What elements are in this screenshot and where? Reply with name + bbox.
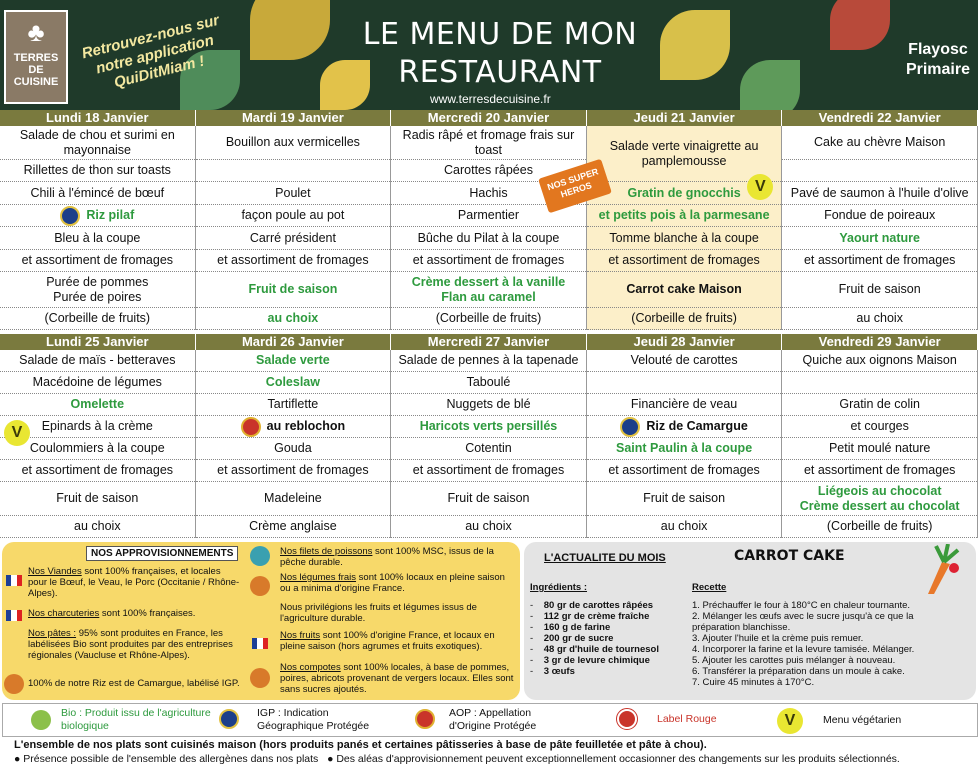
footer-notes: ● Présence possible de l'ensemble des allergènes dans nos plats ● Des aléas d'approvisionnement peuvent exceptionnellement occasionner des changements sur les produits sélectionnés.: [14, 753, 900, 765]
menu-main: Financière de veau: [587, 394, 782, 416]
menu-cheese-assortment: et assortiment de fromages: [196, 250, 391, 272]
labels-legend: [2, 703, 978, 737]
menu-main: Omelette: [0, 394, 195, 416]
ingredients-title: Ingrédients :: [530, 582, 588, 593]
menu-dessert-option: au choix: [196, 308, 391, 330]
day-column-jeudi: [587, 126, 783, 330]
menu-side: Riz pilaf: [0, 205, 195, 227]
menu-starter: Salade verte vinaigrette au pamplemousse: [587, 126, 782, 182]
local-badge-icon: [250, 668, 270, 688]
menu-cheese: Cotentin: [391, 438, 586, 460]
week-2-menu: [0, 334, 978, 538]
approvisionnements-panel: [2, 542, 520, 700]
bullet-icon: ●: [14, 753, 21, 765]
appro-poissons: Nos filets de poissons sont 100% MSC, issus de la pêche durable.: [280, 546, 494, 568]
menu-starter: Radis râpé et fromage frais sur toast: [391, 126, 586, 160]
menu-cheese-assortment: et assortiment de fromages: [0, 250, 195, 272]
ingredients-list: [530, 600, 690, 677]
approvisionnements-title: NOS APPROVISIONNEMENTS: [86, 546, 238, 561]
menu-dessert-option: (Corbeille de fruits): [391, 308, 586, 330]
day-column-mercredi: [391, 350, 587, 538]
recipe-step: 2. Mélanger les œufs avec le sucre jusqu'à ce que la préparation blanchisse.: [692, 611, 914, 633]
menu-cheese-assortment: et assortiment de fromages: [587, 250, 782, 272]
logo-figure-icon: ♣: [27, 17, 45, 47]
menu-starter: Cake au chèvre Maison: [782, 126, 977, 160]
menu-main: Gratin de gnocchis: [587, 182, 782, 205]
ingredient-item: - 48 gr d'huile de tournesol: [530, 644, 659, 655]
recipe-step: 3. Ajouter l'huile et la crème puis remuer.: [692, 633, 864, 644]
menu-dessert: Fruit de saison: [782, 272, 977, 308]
menu-main: Chili à l'émincé de bœuf: [0, 182, 195, 205]
menu-dessert-option: au choix: [0, 516, 195, 538]
menu-cheese-assortment: et assortiment de fromages: [391, 460, 586, 482]
aop-label-icon: [415, 709, 435, 729]
menu-main-detail: Epinards à la crème: [0, 416, 195, 438]
menu-main: Gratin de colin: [782, 394, 977, 416]
france-flag-icon: [6, 575, 22, 586]
igp-label-icon: [60, 206, 80, 226]
menu-dessert: Carrot cake Maison: [587, 272, 782, 308]
recipe-title: CARROT CAKE: [734, 548, 845, 564]
menu-main-detail: Haricots verts persillés: [391, 416, 586, 438]
menu-starter: Salade de chou et surimi en mayonnaise: [0, 126, 195, 160]
day-header: Jeudi 21 Janvier: [587, 110, 783, 126]
appro-pates: Nos pâtes : 95% sont produites en France, les labélisées Bio sont produites par des entreprises régionales (Vaucluse et Rhône-Alpes).: [28, 628, 233, 661]
ingredient-item: - 3 gr de levure chimique: [530, 655, 650, 666]
menu-starter: Salade de pennes à la tapenade: [391, 350, 586, 372]
page-title: LE MENU DE MON RESTAURANT: [362, 17, 638, 90]
week-1-day-headers: [0, 110, 978, 126]
france-flag-icon: [6, 610, 22, 621]
vegetarian-icon: V: [4, 420, 30, 446]
menu-main-detail: et courges: [782, 416, 977, 438]
menu-cheese: Yaourt nature: [782, 227, 977, 250]
school-name: Flayosc Primaire: [905, 41, 970, 78]
menu-cheese: Petit moulé nature: [782, 438, 977, 460]
menu-main-detail: et petits pois à la parmesane: [587, 205, 782, 227]
menu-cheese-assortment: et assortiment de fromages: [782, 460, 977, 482]
menu-dessert-option: au choix: [782, 308, 977, 330]
day-header: Lundi 25 Janvier: [0, 334, 196, 350]
menu-starter: Carottes râpées: [391, 160, 586, 182]
vegetarian-icon: V: [777, 708, 803, 734]
menu-cheese: Coulommiers à la coupe: [0, 438, 195, 460]
recette-title: Recette: [692, 582, 727, 593]
legend-igp: IGP : Indication Géographique Protégée: [257, 707, 370, 732]
menu-starter: Salade verte: [196, 350, 391, 372]
menu-cheese-assortment: et assortiment de fromages: [587, 460, 782, 482]
day-column-lundi: [0, 350, 196, 538]
recipe-step: 5. Ajouter les carottes puis mélanger à nouveau.: [692, 655, 896, 666]
bio-leaf-icon: [31, 710, 51, 730]
day-header: Vendredi 22 Janvier: [782, 110, 978, 126]
france-flag-icon: [252, 638, 268, 649]
menu-starter: [587, 372, 782, 394]
local-badge-icon: [4, 674, 24, 694]
menu-dessert: Crème dessert à la vanille Flan au caramel: [391, 272, 586, 308]
week-1-menu: [0, 110, 978, 330]
menu-main: Pavé de saumon à l'huile d'olive: [782, 182, 977, 205]
footer-homemade-note: L'ensemble de nos plats sont cuisinés maison (hors produits panés et certaines pâtisseries à base de pâte feuilletée et pâte à chou).: [14, 739, 707, 751]
menu-starter: [782, 372, 977, 394]
menu-main-detail: Parmentier: [391, 205, 586, 227]
menu-dessert: Fruit de saison: [196, 272, 391, 308]
app-promo: Retrouvez-nous sur notre application QuiDitMiam !: [80, 11, 221, 92]
day-header: Mardi 26 Janvier: [196, 334, 392, 350]
week-2-day-headers: [0, 334, 978, 350]
appro-viandes: Nos Viandes sont 100% françaises, et locales pour le Bœuf, le Veau, le Porc (Occitanie / Rhône-Alpes).: [28, 566, 240, 599]
super-heros-badge: NOS SUPER HEROS: [538, 159, 612, 214]
menu-starter: [782, 160, 977, 182]
ingredient-item: - 160 g de farine: [530, 622, 611, 633]
igp-label-icon: [219, 709, 239, 729]
day-header: Mercredi 27 Janvier: [391, 334, 587, 350]
menu-main-detail: Fondue de poireaux: [782, 205, 977, 227]
menu-main: Poulet: [196, 182, 391, 205]
menu-main-detail: au reblochon: [196, 416, 391, 438]
day-header: Vendredi 29 Janvier: [782, 334, 978, 350]
menu-main-detail: façon poule au pot: [196, 205, 391, 227]
website-url[interactable]: www.terresdecuisine.fr: [430, 92, 551, 106]
menu-dessert-option: Crème anglaise: [196, 516, 391, 538]
menu-main: Hachis: [391, 182, 586, 205]
recipe-step: 4. Incorporer la farine et la levure tamisée. Mélanger.: [692, 644, 915, 655]
menu-dessert: Liégeois au chocolat Crème dessert au chocolat: [782, 482, 977, 516]
menu-main-detail: Riz de Camargue: [587, 416, 782, 438]
menu-starter: Velouté de carottes: [587, 350, 782, 372]
terres-de-cuisine-logo: ♣ TERRES DE CUISINE: [4, 10, 68, 104]
menu-starter: Macédoine de légumes: [0, 372, 195, 394]
legend-label-rouge: Label Rouge: [657, 713, 717, 725]
menu-dessert: Fruit de saison: [0, 482, 195, 516]
day-column-mardi: [196, 350, 392, 538]
menu-cheese-assortment: et assortiment de fromages: [196, 460, 391, 482]
menu-starter: Rillettes de thon sur toasts: [0, 160, 195, 182]
menu-cheese-assortment: et assortiment de fromages: [0, 460, 195, 482]
appro-riz: 100% de notre Riz est de Camargue, labélisé IGP.: [28, 678, 240, 689]
menu-starter: Taboulé: [391, 372, 586, 394]
menu-cheese-assortment: et assortiment de fromages: [782, 250, 977, 272]
legend-bio: Bio : Produit issu de l'agriculture biologique: [61, 707, 211, 732]
day-column-mercredi: [391, 126, 587, 330]
appro-compotes: Nos compotes sont 100% locales, à base de pommes, poires, abricots provenant de vergers locaux. Elles sont sans sucres ajoutés.: [280, 662, 514, 695]
menu-cheese: Tomme blanche à la coupe: [587, 227, 782, 250]
ingredient-item: - 80 gr de carottes râpées: [530, 600, 654, 611]
legend-aop: AOP : Appellation d'Origine Protégée: [449, 707, 537, 732]
menu-dessert-option: (Corbeille de fruits): [587, 308, 782, 330]
menu-cheese: Saint Paulin à la coupe: [587, 438, 782, 460]
appro-fruits: Nos fruits sont 100% d'origine France, et locaux en pleine saison (hors agrumes et fruits exotiques).: [280, 630, 495, 652]
menu-starter: Coleslaw: [196, 372, 391, 394]
actualite-panel: [524, 542, 976, 700]
day-column-lundi: [0, 126, 196, 330]
day-column-vendredi: [782, 350, 978, 538]
menu-main: Tartiflette: [196, 394, 391, 416]
appro-legumes: Nos légumes frais sont 100% locaux en pleine saison ou a minima d'origine France.: [280, 572, 505, 594]
header-banner: [0, 0, 978, 110]
menu-cheese-assortment: et assortiment de fromages: [391, 250, 586, 272]
igp-label-icon: [620, 417, 640, 437]
menu-cheese: Bleu à la coupe: [0, 227, 195, 250]
recipe-steps: [692, 600, 962, 688]
day-column-jeudi: [587, 350, 783, 538]
menu-dessert: Purée de pommes Purée de poires: [0, 272, 195, 308]
msc-badge-icon: [250, 546, 270, 566]
ingredient-item: - 112 gr de crème fraîche: [530, 611, 650, 622]
recipe-step: 1. Préchauffer le four à 180°C en chaleur tournante.: [692, 600, 911, 611]
appro-privilegions: Nous privilégions les fruits et légumes issus de l'agriculture durable.: [280, 602, 477, 624]
menu-cheese: Gouda: [196, 438, 391, 460]
day-header: Mercredi 20 Janvier: [391, 110, 587, 126]
day-header: Mardi 19 Janvier: [196, 110, 392, 126]
day-header: Lundi 18 Janvier: [0, 110, 196, 126]
menu-dessert: Fruit de saison: [391, 482, 586, 516]
vegetarian-icon: V: [747, 174, 773, 200]
carrot-icon: [920, 544, 964, 596]
day-column-mardi: [196, 126, 392, 330]
menu-starter: Bouillon aux vermicelles: [196, 126, 391, 160]
menu-dessert-option: au choix: [587, 516, 782, 538]
menu-dessert: Fruit de saison: [587, 482, 782, 516]
ingredient-item: - 3 œufs: [530, 666, 575, 677]
menu-dessert-option: (Corbeille de fruits): [0, 308, 195, 330]
local-badge-icon: [250, 576, 270, 596]
legend-veg: Menu végétarien: [823, 714, 902, 726]
menu-dessert-option: (Corbeille de fruits): [782, 516, 977, 538]
recipe-step: 6. Transférer la préparation dans un moule à cake.: [692, 666, 905, 677]
appro-charcuteries: Nos charcuteries sont 100% françaises.: [28, 608, 196, 619]
actualite-title: L'ACTUALITE DU MOIS: [544, 552, 666, 564]
menu-dessert: Madeleine: [196, 482, 391, 516]
menu-starter: Salade de maïs - betteraves: [0, 350, 195, 372]
menu-cheese: Carré président: [196, 227, 391, 250]
aop-label-icon: [241, 417, 261, 437]
menu-starter: Quiche aux oignons Maison: [782, 350, 977, 372]
menu-dessert-option: au choix: [391, 516, 586, 538]
bullet-icon: ●: [327, 753, 334, 765]
day-header: Jeudi 28 Janvier: [587, 334, 783, 350]
menu-main: Nuggets de blé: [391, 394, 586, 416]
ingredient-item: - 200 gr de sucre: [530, 633, 614, 644]
label-rouge-icon: [617, 709, 637, 729]
menu-starter: [196, 160, 391, 182]
day-column-vendredi: [782, 126, 978, 330]
menu-cheese: Bûche du Pilat à la coupe: [391, 227, 586, 250]
recipe-step: 7. Cuire 45 minutes à 170°C.: [692, 677, 815, 688]
